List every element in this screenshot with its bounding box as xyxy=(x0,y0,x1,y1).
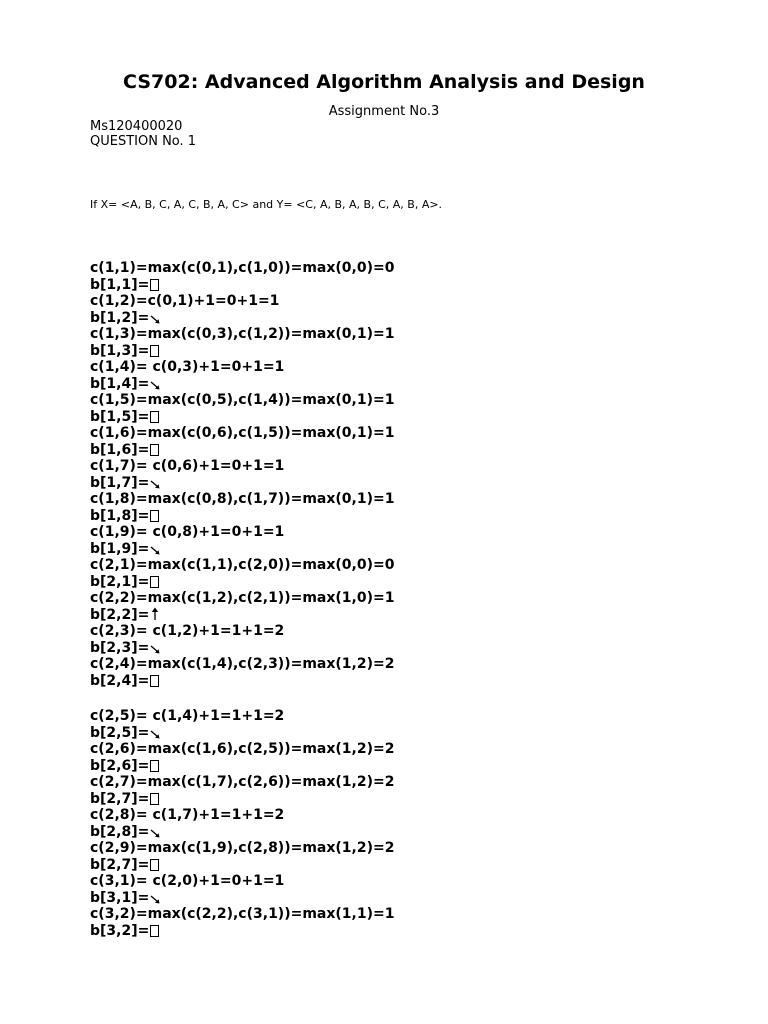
direction-line xyxy=(90,673,394,690)
box-icon xyxy=(150,576,159,588)
line-text: b[2,5]= xyxy=(90,724,150,741)
diagonal-arrow-icon xyxy=(150,824,161,838)
direction-line xyxy=(90,758,394,775)
line-text: c(2,2)=max(c(1,2),c(2,1))=max(1,0)=1 xyxy=(90,590,395,606)
value-line xyxy=(90,807,394,824)
line-text: b[3,1]= xyxy=(90,889,150,906)
line-text: b[1,7]= xyxy=(90,474,150,491)
line-text: c(3,2)=max(c(2,2),c(3,1))=max(1,1)=1 xyxy=(90,906,395,922)
line-text: c(2,4)=max(c(1,4),c(2,3))=max(1,2)=2 xyxy=(90,656,395,672)
value-line xyxy=(90,623,394,640)
line-text: b[1,4]= xyxy=(90,375,150,392)
line-text: c(3,1)= c(2,0)+1=0+1=1 xyxy=(90,873,285,889)
line-text: c(1,9)= c(0,8)+1=0+1=1 xyxy=(90,524,285,540)
value-line xyxy=(90,590,394,607)
line-text: c(2,3)= c(1,2)+1=1+1=2 xyxy=(90,623,285,639)
direction-line xyxy=(90,791,394,808)
direction-line xyxy=(90,310,394,327)
assignment-subtitle: Assignment No.3 xyxy=(328,104,440,119)
value-line xyxy=(90,359,394,376)
value-line xyxy=(90,873,394,890)
direction-line xyxy=(90,343,394,360)
box-icon xyxy=(150,760,159,772)
line-text: c(1,2)=c(0,1)+1=0+1=1 xyxy=(90,293,280,309)
diagonal-arrow-icon xyxy=(150,475,161,489)
line-text: b[2,6]= xyxy=(90,757,150,774)
line-text: c(1,5)=max(c(0,5),c(1,4))=max(0,1)=1 xyxy=(90,392,395,408)
box-icon xyxy=(150,279,159,291)
direction-line xyxy=(90,725,394,742)
box-icon xyxy=(150,345,159,357)
direction-line xyxy=(90,376,394,393)
problem-statement: If X= <A, B, C, A, C, B, A, C> and Y= <C, A, B, A, B, C, A, B, A>. xyxy=(90,198,443,211)
box-icon xyxy=(150,675,159,687)
diagonal-arrow-icon xyxy=(150,376,161,390)
line-text: b[1,6]= xyxy=(90,441,150,458)
line-text: c(1,6)=max(c(0,6),c(1,5))=max(0,1)=1 xyxy=(90,425,395,441)
diagonal-arrow-icon xyxy=(150,541,161,555)
value-line xyxy=(90,524,394,541)
line-text: b[2,1]= xyxy=(90,573,150,590)
line-text: c(1,3)=max(c(0,3),c(1,2))=max(0,1)=1 xyxy=(90,326,395,342)
value-line xyxy=(90,392,394,409)
direction-line xyxy=(90,277,394,294)
line-text: c(2,7)=max(c(1,7),c(2,6))=max(1,2)=2 xyxy=(90,774,395,790)
line-text: c(2,5)= c(1,4)+1=1+1=2 xyxy=(90,708,285,724)
line-text: c(2,8)= c(1,7)+1=1+1=2 xyxy=(90,807,285,823)
value-line xyxy=(90,741,394,758)
line-text: b[1,1]= xyxy=(90,276,150,293)
calculation-block-2 xyxy=(90,708,394,939)
line-text: b[2,7]= xyxy=(90,790,150,807)
box-icon xyxy=(150,444,159,456)
value-line xyxy=(90,656,394,673)
direction-line xyxy=(90,409,394,426)
line-text: c(1,1)=max(c(0,1),c(1,0))=max(0,0)=0 xyxy=(90,260,395,276)
value-line xyxy=(90,491,394,508)
box-icon xyxy=(150,925,159,937)
value-line xyxy=(90,840,394,857)
value-line xyxy=(90,906,394,923)
line-text: b[2,7]= xyxy=(90,856,150,873)
diagonal-arrow-icon xyxy=(150,890,161,904)
line-text: b[2,3]= xyxy=(90,639,150,656)
box-icon xyxy=(150,411,159,423)
box-icon xyxy=(150,510,159,522)
line-text: b[2,4]= xyxy=(90,672,150,689)
calculation-block-1 xyxy=(90,260,394,689)
up-arrow-icon xyxy=(150,607,161,621)
box-icon xyxy=(150,859,159,871)
direction-line xyxy=(90,475,394,492)
value-line xyxy=(90,708,394,725)
direction-line xyxy=(90,574,394,591)
student-id: Ms120400020 xyxy=(90,119,183,134)
direction-line xyxy=(90,824,394,841)
value-line xyxy=(90,557,394,574)
question-heading: QUESTION No. 1 xyxy=(90,134,197,149)
direction-line xyxy=(90,923,394,940)
direction-line xyxy=(90,640,394,657)
line-text: c(1,7)= c(0,6)+1=0+1=1 xyxy=(90,458,285,474)
line-text: b[2,8]= xyxy=(90,823,150,840)
line-text: b[1,9]= xyxy=(90,540,150,557)
box-icon xyxy=(150,793,159,805)
direction-line xyxy=(90,508,394,525)
line-text: c(2,6)=max(c(1,6),c(2,5))=max(1,2)=2 xyxy=(90,741,395,757)
direction-line xyxy=(90,541,394,558)
direction-line xyxy=(90,890,394,907)
value-line xyxy=(90,293,394,310)
line-text: c(1,4)= c(0,3)+1=0+1=1 xyxy=(90,359,285,375)
line-text: b[2,2]= xyxy=(90,606,150,623)
value-line xyxy=(90,260,394,277)
value-line xyxy=(90,425,394,442)
line-text: b[1,2]= xyxy=(90,309,150,326)
line-text: b[1,5]= xyxy=(90,408,150,425)
value-line xyxy=(90,774,394,791)
diagonal-arrow-icon xyxy=(150,640,161,654)
line-text: c(2,1)=max(c(1,1),c(2,0))=max(0,0)=0 xyxy=(90,557,395,573)
line-text: b[1,3]= xyxy=(90,342,150,359)
line-text: c(2,9)=max(c(1,9),c(2,8))=max(1,2)=2 xyxy=(90,840,395,856)
diagonal-arrow-icon xyxy=(150,725,161,739)
document-title: CS702: Advanced Algorithm Analysis and Design xyxy=(123,71,645,93)
direction-line xyxy=(90,442,394,459)
value-line xyxy=(90,458,394,475)
line-text: b[1,8]= xyxy=(90,507,150,524)
value-line xyxy=(90,326,394,343)
direction-line xyxy=(90,607,394,624)
line-text: b[3,2]= xyxy=(90,922,150,939)
direction-line xyxy=(90,857,394,874)
diagonal-arrow-icon xyxy=(150,310,161,324)
line-text: c(1,8)=max(c(0,8),c(1,7))=max(0,1)=1 xyxy=(90,491,395,507)
